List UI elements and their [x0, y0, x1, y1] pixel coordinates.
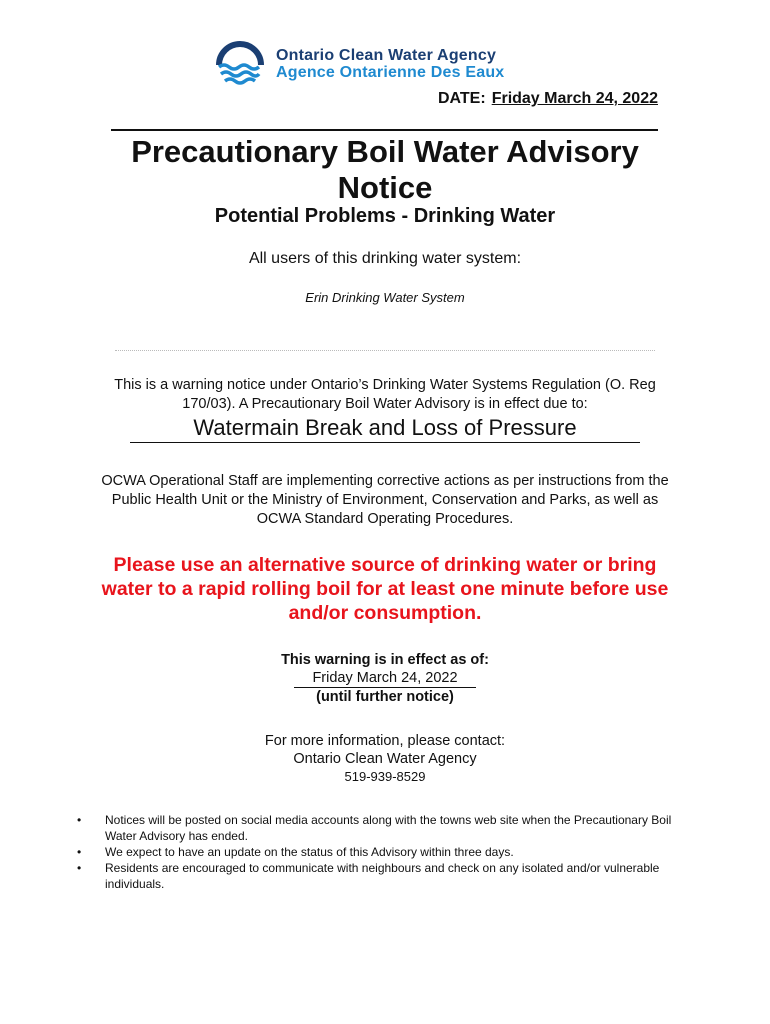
system-name: Erin Drinking Water System	[305, 290, 465, 305]
audience-text: All users of this drinking water system:	[248, 250, 522, 267]
staff-notice: OCWA Operational Staff are implementing corrective actions as per instructions from the Public Health Unit or the Ministry of Environment, Conservation and Parks, as well as OCWA Standard Operating Procedures.	[101, 473, 669, 527]
contact-label: For more information, please contact:	[264, 733, 506, 749]
advisory-cause: Watermain Break and Loss of Pressure	[130, 414, 640, 443]
effect-date: Friday March 24, 2022	[294, 669, 476, 688]
bullet-icon: •	[77, 845, 82, 859]
list-item	[77, 812, 687, 844]
title-line-1: Precautionary Boil Water Advisory	[131, 134, 639, 169]
page-subtitle: Potential Problems - Drinking Water	[214, 205, 556, 227]
list-item	[77, 860, 687, 892]
dotted-divider	[115, 350, 655, 351]
page-title	[0, 134, 770, 206]
effective-date-block	[0, 651, 770, 706]
contact-block	[0, 732, 770, 786]
org-name-fr: Agence Ontarienne Des Eaux	[276, 64, 505, 81]
ocwa-logo	[214, 38, 534, 88]
boil-instruction: Please use an alternative source of drinking water or bring water to a rapid rolling boil for at least one minute before use and/or consumption.	[101, 554, 669, 624]
contact-phone: 519-939-8529	[344, 769, 426, 784]
date-label: DATE:	[437, 90, 486, 107]
warning-intro: This is a warning notice under Ontario’s Drinking Water Systems Regulation (O. Reg 170/03). A Precautionary Boil Water Advisory is in effect due to:	[114, 377, 656, 412]
bullet-icon: •	[77, 861, 82, 875]
title-line-2: Notice	[337, 170, 433, 205]
contact-agency: Ontario Clean Water Agency	[293, 751, 477, 767]
date-value: Friday March 24, 2022	[491, 90, 658, 107]
org-name-en: Ontario Clean Water Agency	[276, 47, 497, 64]
bullet-icon: •	[77, 813, 82, 827]
note-text: Notices will be posted on social media accounts along with the towns web site when the Precautionary Boil Water Advisory has ended.	[105, 813, 672, 843]
effect-until: (until further notice)	[316, 689, 454, 705]
effect-label: This warning is in effect as of:	[281, 652, 489, 668]
header-divider	[111, 129, 658, 131]
notice-date	[438, 90, 658, 108]
note-text: We expect to have an update on the status of this Advisory within three days.	[105, 845, 514, 859]
list-item	[77, 844, 687, 860]
ocwa-water-logo-icon	[214, 38, 266, 88]
notes-list	[77, 812, 687, 892]
note-text: Residents are encouraged to communicate with neighbours and check on any isolated and/or vulnerable individuals.	[105, 861, 660, 891]
